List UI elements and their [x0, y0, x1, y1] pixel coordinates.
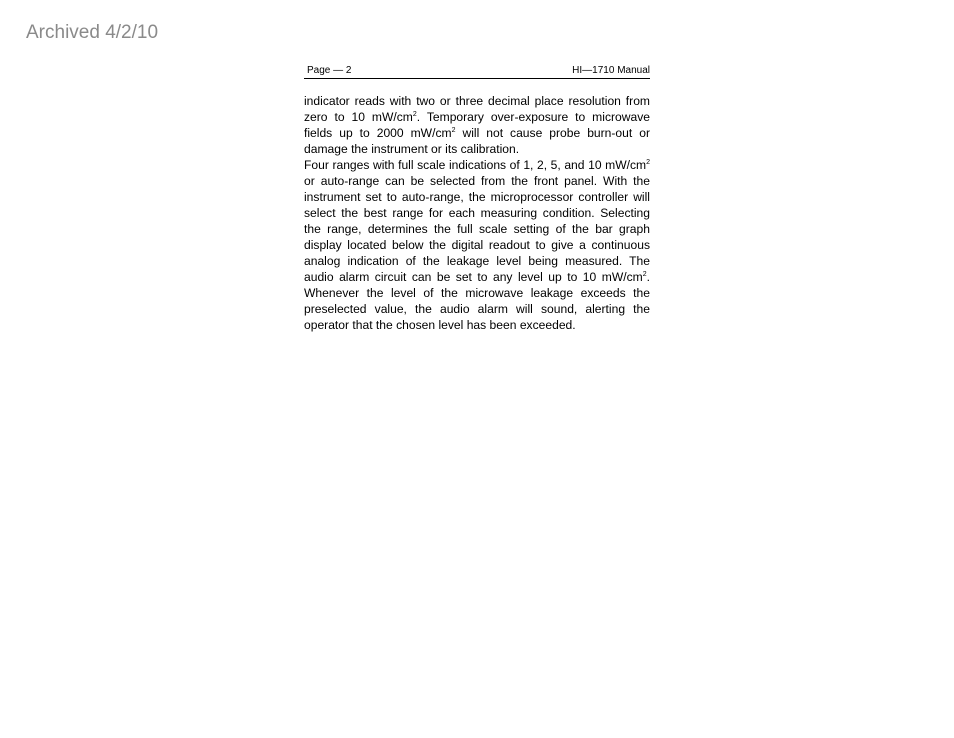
text-run: Four ranges with full scale indications of 1, 2, 5, and 10 mW/cm — [304, 158, 647, 172]
page-number: Page — 2 — [307, 65, 352, 76]
superscript: 2 — [412, 111, 417, 118]
running-header — [304, 64, 650, 79]
paragraph — [304, 157, 650, 333]
archived-watermark: Archived 4/2/10 — [26, 22, 159, 43]
text-run: or auto-range can be selected from the front panel. With the instrument set to auto-range, the microprocessor controller will select the best range for each measuring condition. Selecting the range, determines the full scale setting of the bar graph display located below the digital readout to give a continuous analog indication of the leakage level being measured. The audio alarm circuit can be set to any level up to 10 mW/cm — [304, 174, 650, 284]
text-run: . Whenever the level of the microwave leakage exceeds the preselected value, the audio alarm will sound, alerting the operator that the chosen level has been exceeded. — [304, 270, 650, 332]
manual-title: HI—1710 Manual — [572, 65, 650, 76]
text-run: . Temporary over-exposure to microwave fields up to 2000 mW/cm — [304, 110, 650, 140]
manual-page — [304, 64, 650, 333]
text-run: will not cause probe burn-out or damage the instrument or its calibration. — [304, 126, 650, 156]
superscript: 2 — [642, 271, 647, 278]
superscript: 2 — [646, 159, 650, 166]
text-run: indicator reads with two or three decimal place resolution from zero to 10 mW/cm — [304, 94, 650, 124]
superscript: 2 — [451, 127, 456, 134]
body-text — [304, 93, 650, 333]
paragraph — [304, 93, 650, 157]
